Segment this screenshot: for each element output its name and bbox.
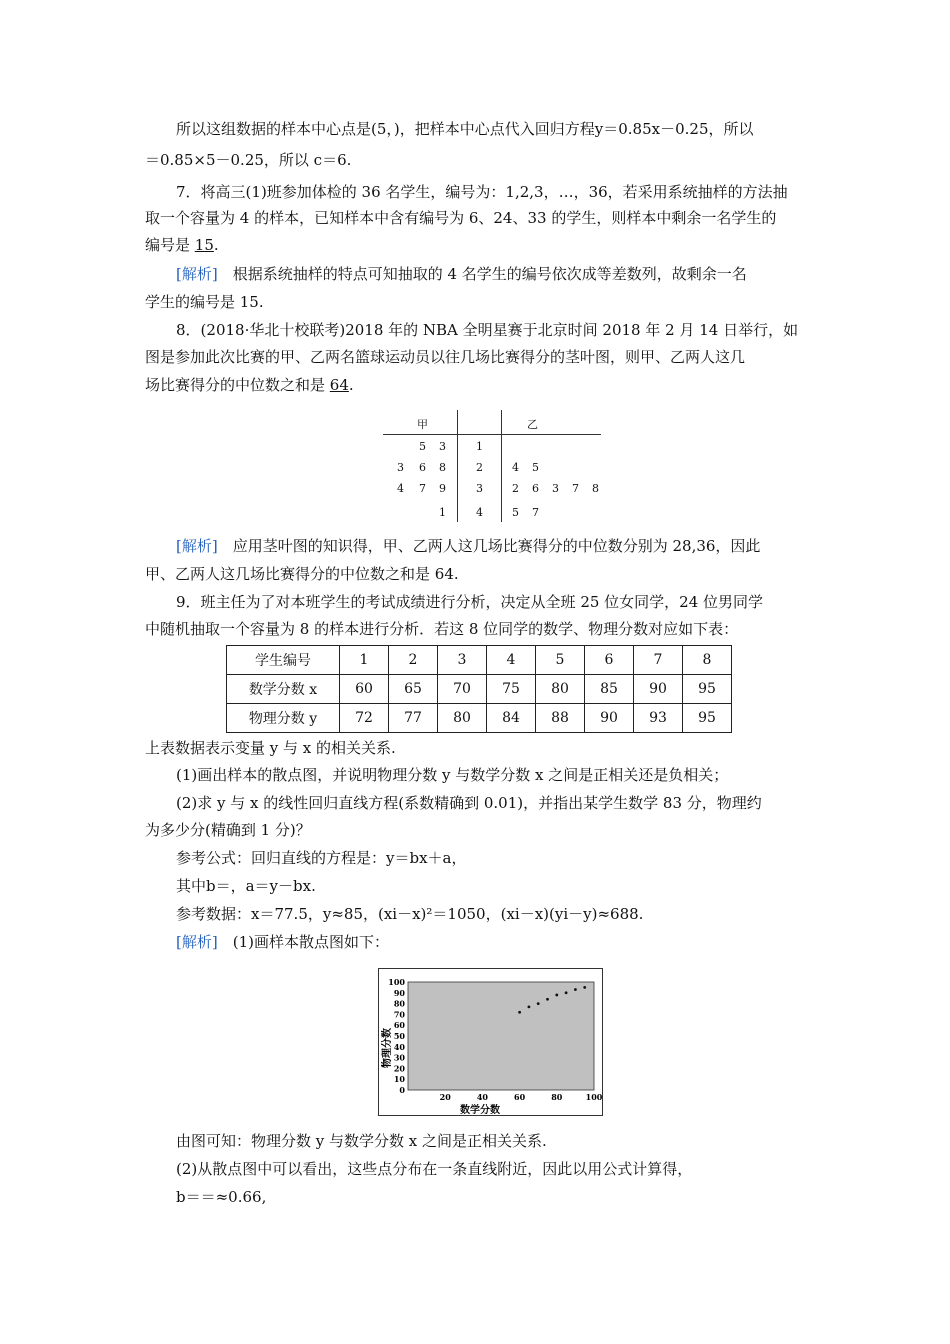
problem-9-line: 9．班主任为了对本班学生的考试成绩进行分析，决定从全班 25 位女同学，24 位男同学 bbox=[176, 593, 764, 611]
table-cell: 学生编号 bbox=[227, 646, 340, 675]
leaf: 5 bbox=[512, 506, 519, 519]
y-tick-label: 0 bbox=[399, 1085, 405, 1095]
text-line: 由图可知：物理分数 y 与数学分数 x 之间是正相关关系. bbox=[176, 1132, 547, 1150]
table-cell: 7 bbox=[634, 646, 683, 675]
data-point bbox=[518, 1011, 521, 1014]
text-line: 所以这组数据的样本中心点是(5，)，把样本中心点代入回归方程y＝0.85x－0.25，所以 bbox=[176, 120, 754, 138]
text-line: 参考数据：x＝77.5，y≈85，(xi－x)²＝1050，(xi－x)(yi－y)≈688. bbox=[176, 905, 644, 923]
text-line: 场比赛得分的中位数之和是 64. bbox=[145, 376, 354, 394]
x-tick-label: 60 bbox=[514, 1092, 526, 1102]
x-tick-label: 80 bbox=[551, 1092, 563, 1102]
text-line: 图是参加此次比赛的甲、乙两名篮球运动员以往几场比赛得分的茎叶图，则甲、乙两人这几 bbox=[145, 348, 746, 366]
y-tick-label: 40 bbox=[393, 1041, 405, 1052]
text-line: (2)从散点图中可以看出，这些点分布在一条直线附近，因此以用公式计算得， bbox=[176, 1160, 693, 1178]
leaf: 5 bbox=[419, 440, 426, 453]
leaf: 3 bbox=[552, 482, 559, 495]
table-cell: 84 bbox=[487, 704, 536, 733]
leaf: 7 bbox=[572, 482, 579, 495]
text-line: ＝0.85×5－0.25，所以 c＝6. bbox=[145, 151, 352, 169]
data-point bbox=[565, 991, 568, 994]
leaf: 7 bbox=[532, 506, 539, 519]
data-point bbox=[528, 1005, 531, 1008]
table-cell: 75 bbox=[487, 675, 536, 704]
data-point bbox=[546, 998, 549, 1001]
y-tick-label: 80 bbox=[393, 998, 405, 1009]
table-cell: 95 bbox=[683, 675, 732, 704]
y-axis-label: 物理分数 bbox=[382, 1028, 393, 1068]
table-cell: 8 bbox=[683, 646, 732, 675]
leaf: 8 bbox=[439, 461, 446, 474]
text-line: 中随机抽取一个容量为 8 的样本进行分析．若这 8 位同学的数学、物理分数对应如下表： bbox=[145, 620, 739, 638]
stem: 1 bbox=[476, 440, 483, 453]
answer-underline: 64 bbox=[329, 376, 349, 394]
leaf: 4 bbox=[397, 482, 404, 495]
y-tick-label: 90 bbox=[393, 987, 405, 998]
table-cell: 60 bbox=[340, 675, 389, 704]
table-cell: 3 bbox=[438, 646, 487, 675]
data-point bbox=[537, 1002, 540, 1005]
table-row bbox=[227, 646, 732, 675]
leaf: 5 bbox=[532, 461, 539, 474]
y-tick-label: 10 bbox=[393, 1074, 405, 1085]
text-line: 为多少分(精确到 1 分)？ bbox=[145, 821, 311, 839]
analysis-line: [解析] 根据系统抽样的特点可知抽取的 4 名学生的编号依次成等差数列，故剩余一名 bbox=[176, 265, 747, 283]
y-tick-label: 100 bbox=[388, 977, 405, 987]
stem-leaf-header-left: 甲 bbox=[417, 418, 428, 431]
y-tick-label: 30 bbox=[393, 1052, 405, 1063]
table-cell: 70 bbox=[438, 675, 487, 704]
table-cell: 5 bbox=[536, 646, 585, 675]
scatter-plot bbox=[378, 968, 603, 1116]
y-tick-label: 50 bbox=[393, 1031, 405, 1041]
table-row bbox=[227, 675, 732, 704]
table-cell: 物理分数 y bbox=[227, 704, 340, 733]
leaf: 3 bbox=[439, 440, 446, 453]
text-line: 取一个容量为 4 的样本，已知样本中含有编号为 6、24、33 的学生，则样本中剩余一名学生的 bbox=[145, 209, 777, 227]
x-tick-label: 100 bbox=[585, 1092, 603, 1102]
table-cell: 80 bbox=[536, 675, 585, 704]
stem: 2 bbox=[476, 461, 483, 474]
leaf: 6 bbox=[419, 461, 426, 474]
table-cell: 65 bbox=[389, 675, 438, 704]
text-line: 其中b＝，a＝y－bx. bbox=[176, 877, 316, 895]
leaf: 8 bbox=[592, 482, 599, 495]
leaf: 1 bbox=[439, 506, 446, 519]
table-cell: 77 bbox=[389, 704, 438, 733]
table-cell: 88 bbox=[536, 704, 585, 733]
stem-leaf-header-right: 乙 bbox=[527, 418, 538, 431]
leaf: 4 bbox=[512, 461, 519, 474]
leaf: 6 bbox=[532, 482, 539, 495]
leaf: 2 bbox=[512, 482, 519, 495]
text-line: 编号是 15. bbox=[145, 236, 219, 254]
stem: 3 bbox=[476, 482, 483, 495]
score-table bbox=[226, 645, 732, 733]
analysis-line: [解析] 应用茎叶图的知识得，甲、乙两人这几场比赛得分的中位数分别为 28,36，因此 bbox=[176, 537, 761, 555]
y-tick-label: 20 bbox=[393, 1063, 405, 1074]
table-cell: 2 bbox=[389, 646, 438, 675]
table-cell: 95 bbox=[683, 704, 732, 733]
table-cell: 1 bbox=[340, 646, 389, 675]
data-point bbox=[555, 994, 558, 997]
y-tick-label: 70 bbox=[393, 1009, 405, 1020]
text-line: (1)画出样本的散点图，并说明物理分数 y 与数学分数 x 之间是正相关还是负相关； bbox=[176, 766, 729, 784]
table-cell: 数学分数 x bbox=[227, 675, 340, 704]
plot-area bbox=[408, 982, 594, 1090]
x-axis-label: 数学分数 bbox=[460, 1105, 500, 1116]
stem-leaf-plot bbox=[383, 410, 601, 522]
x-tick-label: 40 bbox=[476, 1092, 488, 1102]
table-cell: 6 bbox=[585, 646, 634, 675]
x-tick-label: 20 bbox=[439, 1092, 451, 1102]
table-cell: 72 bbox=[340, 704, 389, 733]
table-cell: 90 bbox=[585, 704, 634, 733]
analysis-tag: [解析] bbox=[176, 265, 218, 283]
table-row bbox=[227, 704, 732, 733]
data-point bbox=[574, 988, 577, 991]
leaf: 7 bbox=[419, 482, 426, 495]
analysis-line: [解析] (1)画样本散点图如下： bbox=[176, 933, 389, 951]
data-point bbox=[583, 986, 586, 989]
text-line: 上表数据表示变量 y 与 x 的相关关系. bbox=[145, 739, 396, 757]
table-cell: 90 bbox=[634, 675, 683, 704]
analysis-tag: [解析] bbox=[176, 537, 218, 555]
table-cell: 80 bbox=[438, 704, 487, 733]
text-line: b＝＝≈0.66, bbox=[176, 1188, 267, 1206]
leaf: 3 bbox=[397, 461, 404, 474]
table-cell: 85 bbox=[585, 675, 634, 704]
y-tick-label: 60 bbox=[393, 1020, 405, 1031]
analysis-tag: [解析] bbox=[176, 933, 218, 951]
text-line: 甲、乙两人这几场比赛得分的中位数之和是 64. bbox=[145, 565, 459, 583]
text-line: 参考公式：回归直线的方程是：y＝bx＋a， bbox=[176, 849, 467, 867]
text-line: 学生的编号是 15. bbox=[145, 293, 264, 311]
problem-8-line: 8．(2018·华北十校联考)2018 年的 NBA 全明星赛于北京时间 2018 年 2 月 14 日举行，如 bbox=[176, 321, 799, 339]
table-cell: 4 bbox=[487, 646, 536, 675]
problem-7-line: 7．将高三(1)班参加体检的 36 名学生，编号为：1,2,3，…，36，若采用系统抽样的方法抽 bbox=[176, 183, 788, 201]
answer-underline: 15 bbox=[194, 236, 214, 254]
stem: 4 bbox=[476, 506, 483, 519]
table-cell: 93 bbox=[634, 704, 683, 733]
text-line: (2)求 y 与 x 的线性回归直线方程(系数精确到 0.01)，并指出某学生数学 83 分，物理约 bbox=[176, 794, 762, 812]
leaf: 9 bbox=[439, 482, 446, 495]
